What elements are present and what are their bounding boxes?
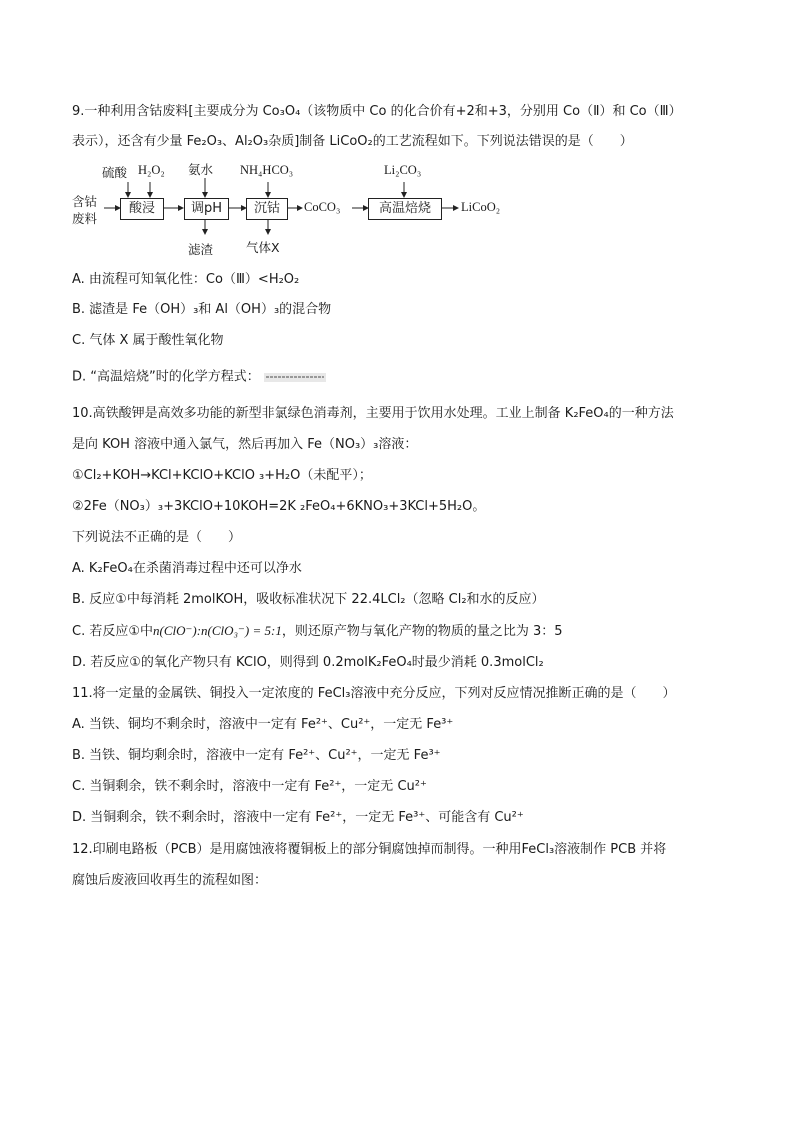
- q9-process-flow-diagram: [70, 160, 530, 260]
- q10-question: 下列说法不正确的是（ ）: [72, 530, 242, 545]
- flow-byproduct-gas-x: 气体X: [246, 240, 280, 255]
- q9-option-a: A. 由流程可知氧化性：Co（Ⅲ）<H₂O₂: [72, 272, 300, 287]
- q11-option-c: C. 当铜剩余，铁不剩余时，溶液中一定有 Fe²⁺，一定无 Cu²⁺: [72, 779, 427, 794]
- flow-input-bottom: 废料: [72, 211, 98, 226]
- q10-reaction1: ①Cl₂+KOH→KCl+KClO+KClO ₃+H₂O（未配平）；: [72, 468, 372, 483]
- flow-byproduct-residue: 滤渣: [188, 242, 214, 257]
- flow-output-licoo2: LiCoO₂: [461, 200, 501, 214]
- q11-option-b: B. 当铁、铜均剩余时，溶液中一定有 Fe²⁺、Cu²⁺，一定无 Fe³⁺: [72, 748, 441, 763]
- q10-stem-line2: 是向 KOH 溶液中通入氯气，然后再加入 Fe（NO₃）₃溶液：: [72, 437, 418, 452]
- q9-option-b: B. 滤渣是 Fe（OH）₃和 Al（OH）₃的混合物: [72, 302, 332, 317]
- q12-stem-line2: 腐蚀后废液回收再生的流程如图：: [72, 873, 268, 888]
- q9-stem-line1: 9.一种利用含钴废料[主要成分为 Co₃O₄（该物质中 Co 的化合价有+2和+3，分别用 Co（Ⅱ）和 Co（Ⅲ）: [72, 104, 682, 119]
- flow-reagent-ammonia: 氨水: [188, 162, 214, 177]
- flow-step-precipitate-cobalt: 沉钴: [246, 198, 288, 220]
- flow-output-coco3: CoCO₃: [304, 200, 341, 214]
- flow-reagent-sulfuric-acid: 硫酸: [102, 165, 128, 180]
- q10-option-b: B. 反应①中每消耗 2molKOH，吸收标准状况下 22.4LCl₂（忽略 Cl₂和水的反应）: [72, 592, 545, 607]
- flow-step-roast: 高温焙烧: [368, 198, 442, 220]
- flow-step-adjust-ph: 调pH: [184, 198, 229, 220]
- q9-option-d-row: [72, 369, 326, 386]
- q10-option-c-formula: n(ClO⁻):n(ClO₃⁻) = 5:1: [153, 623, 282, 638]
- flow-reagent-nh4hco3: NH₄HCO₃: [240, 163, 294, 177]
- q11-option-d: D. 当铜剩余，铁不剩余时，溶液中一定有 Fe²⁺，一定无 Fe³⁺、可能含有 Cu²⁺: [72, 810, 524, 825]
- q10-stem-line1: 10.高铁酸钾是高效多功能的新型非氯绿色消毒剂，主要用于饮用水处理。工业上制备 K₂FeO₄的一种方法: [72, 406, 674, 421]
- flow-input-top: 含钴: [72, 194, 98, 209]
- q9-stem-line2: 表示），还含有少量 Fe₂O₃、Al₂O₃杂质]制备 LiCoO₂的工艺流程如下。下列说法错误的是（ ）: [72, 134, 633, 149]
- q10-option-c-row: [72, 623, 563, 640]
- q9-option-c: C. 气体 X 属于酸性氧化物: [72, 333, 224, 348]
- q10-option-a: A. K₂FeO₄在杀菌消毒过程中还可以净水: [72, 561, 302, 576]
- q10-reaction2: ②2Fe（NO₃）₃+3KClO+10KOH=2K ₂FeO₄+6KNO₃+3KCl+5H₂O。: [72, 499, 486, 514]
- q10-option-c-pre: C. 若反应①中: [72, 624, 153, 639]
- q10-option-d: D. 若反应①的氧化产物只有 KClO，则得到 0.2molK₂FeO₄时最少消耗 0.3molCl₂: [72, 655, 544, 670]
- equation-image: [264, 369, 326, 385]
- flow-reagent-li2co3: Li₂CO₃: [384, 163, 422, 177]
- q11-stem: 11.将一定量的金属铁、铜投入一定浓度的 FeCl₃溶液中充分反应，下列对反应情况推断正确的是（ ）: [72, 686, 676, 701]
- q10-option-c-post: ，则还原产物与氧化产物的物质的量之比为 3：5: [281, 624, 563, 639]
- q9-option-d: D. “高温焙烧”时的化学方程式：: [72, 369, 260, 385]
- q12-stem-line1: 12.印刷电路板（PCB）是用腐蚀液将覆铜板上的部分铜腐蚀掉而制得。一种用FeCl₃溶液制作 PCB 并将: [72, 842, 667, 857]
- flow-step-acid-leach: 酸浸: [120, 198, 164, 220]
- flow-reagent-h2o2: H₂O₂: [138, 163, 165, 177]
- q11-option-a: A. 当铁、铜均不剩余时，溶液中一定有 Fe²⁺、Cu²⁺，一定无 Fe³⁺: [72, 717, 454, 732]
